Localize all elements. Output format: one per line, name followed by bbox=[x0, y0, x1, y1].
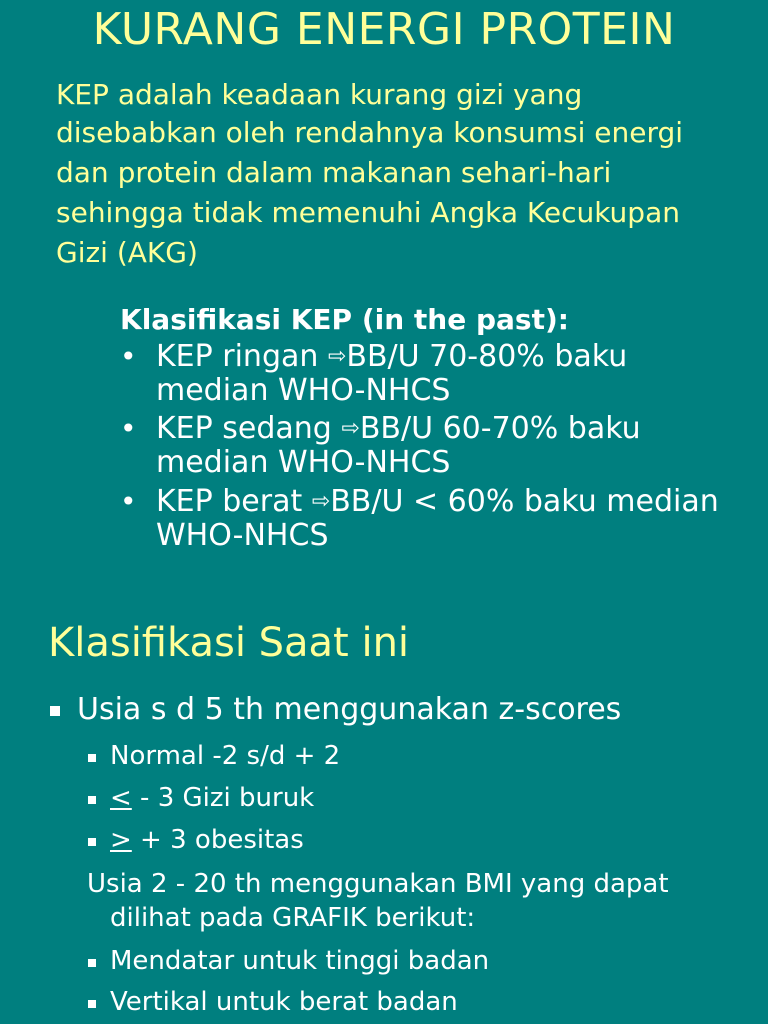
past-item-label: KEP sedang bbox=[156, 411, 342, 446]
past-item-berat bbox=[156, 484, 719, 519]
square-bullet-icon bbox=[88, 838, 96, 846]
square-bullet-icon bbox=[50, 706, 60, 716]
bullet-icon: • bbox=[120, 340, 137, 373]
intro-line: disebabkan oleh rendahnya konsumsi energi bbox=[56, 116, 684, 149]
past-item-line2: median WHO-NHCS bbox=[156, 445, 451, 480]
square-bullet-icon bbox=[88, 1000, 96, 1008]
less-equal-symbol: < bbox=[110, 783, 132, 813]
past-item-criteria: BB/U 70-80% baku bbox=[346, 339, 628, 374]
current-classification-heading: Klasifikasi Saat ini bbox=[48, 620, 410, 666]
past-item-line2: WHO-NHCS bbox=[156, 518, 329, 553]
past-item-criteria: BB/U < 60% baku median bbox=[330, 484, 719, 519]
intro-line: sehingga tidak memenuhi Angka Kecukupan bbox=[56, 196, 680, 229]
bmi-usage-line: dilihat pada GRAFIK berikut: bbox=[110, 903, 476, 933]
past-item-line2: median WHO-NHCS bbox=[156, 373, 451, 408]
square-bullet-icon bbox=[88, 959, 96, 967]
past-classification-heading: Klasifikasi KEP (in the past): bbox=[120, 303, 569, 336]
sub-item-text: - 3 Gizi buruk bbox=[131, 783, 315, 813]
sub-item-normal: Normal -2 s/d + 2 bbox=[110, 741, 341, 771]
sub-item-text: + 3 obesitas bbox=[131, 825, 304, 855]
greater-equal-symbol: > bbox=[110, 825, 132, 855]
past-item-label: KEP berat bbox=[156, 484, 312, 519]
sub-item-obesitas bbox=[110, 825, 304, 855]
square-bullet-icon bbox=[88, 796, 96, 804]
sub-item-gizi-buruk bbox=[110, 783, 314, 813]
graph-item-vertikal: Vertikal untuk berat badan bbox=[110, 987, 458, 1017]
past-item-label: KEP ringan bbox=[156, 339, 328, 374]
arrow-right-icon: ⇨ bbox=[311, 489, 331, 514]
arrow-right-icon: ⇨ bbox=[327, 344, 347, 369]
arrow-right-icon: ⇨ bbox=[341, 416, 360, 441]
page-title: KURANG ENERGI PROTEIN bbox=[92, 4, 676, 55]
past-item-ringan bbox=[156, 339, 627, 374]
intro-line: Gizi (AKG) bbox=[56, 236, 198, 269]
bullet-icon: • bbox=[120, 412, 137, 445]
graph-item-mendatar: Mendatar untuk tinggi badan bbox=[110, 946, 490, 976]
current-item: Usia s d 5 th menggunakan z-scores bbox=[77, 692, 622, 727]
intro-line: dan protein dalam makanan sehari-hari bbox=[56, 156, 612, 189]
bmi-usage-line: Usia 2 - 20 th menggunakan BMI yang dapat bbox=[87, 869, 669, 899]
past-item-sedang bbox=[156, 411, 641, 446]
square-bullet-icon bbox=[88, 754, 96, 762]
past-item-criteria: BB/U 60-70% baku bbox=[359, 411, 641, 446]
intro-line: KEP adalah keadaan kurang gizi yang bbox=[56, 78, 583, 111]
bullet-icon: • bbox=[120, 485, 137, 518]
